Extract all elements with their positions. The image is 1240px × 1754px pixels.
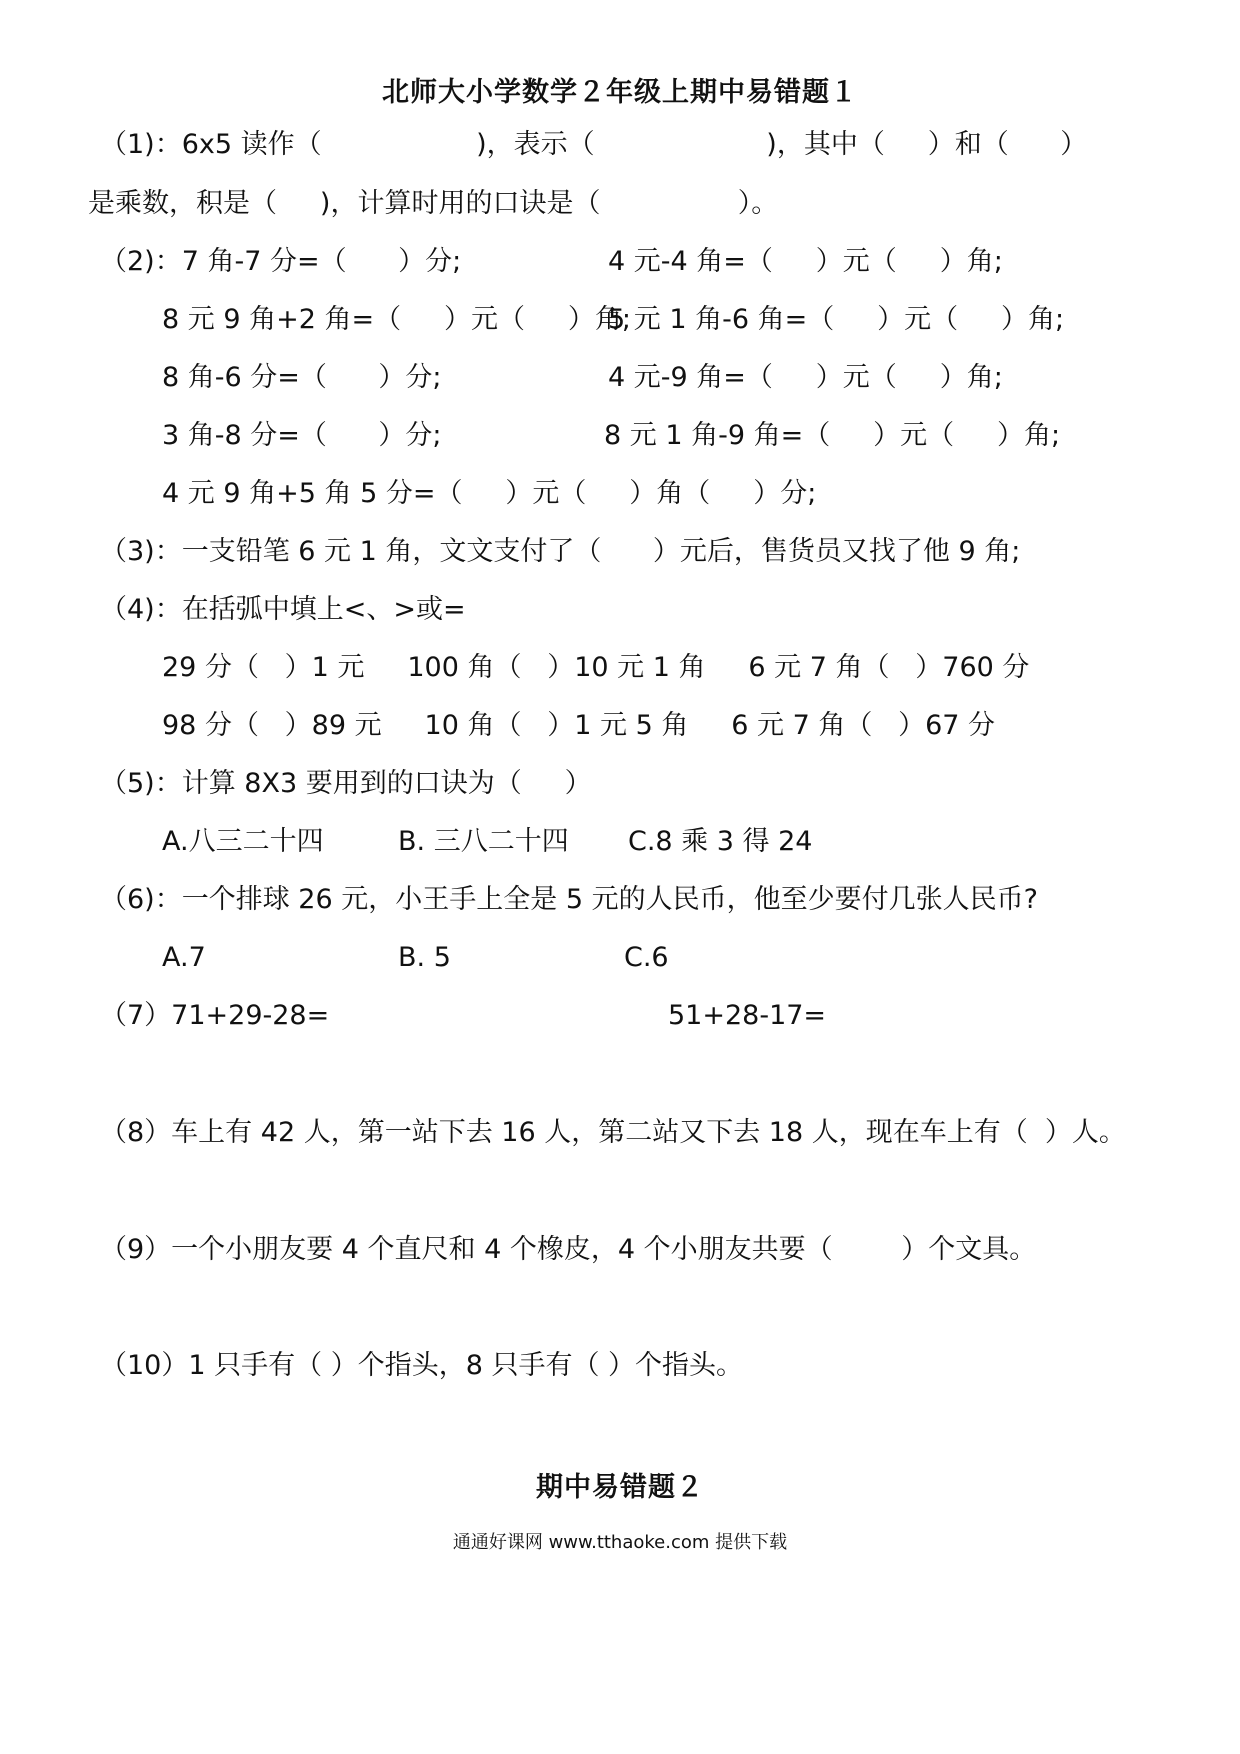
question-2-row-2-right: 5 元 1 角-6 角=（ ）元（ ）角; [608,304,1065,335]
question-2-row-3-right: 4 元-9 角=（ ）元（ ）角; [608,362,1003,393]
question-6-option-c: C.6 [624,942,669,973]
footer-credit: 通通好课网 www.tthaoke.com 提供下载 [452,1532,788,1553]
question-2-row-5: 4 元 9 角+5 角 5 分=（ ）元（ ）角（ ）分; [162,478,817,509]
question-6-prompt: （6)：一个排球 26 元，小王手上全是 5 元的人民币，他至少要付几张人民币? [100,884,1038,915]
question-2-row-4-right: 8 元 1 角-9 角=（ ）元（ ）角; [604,420,1061,451]
question-2-row-4-left: 3 角-8 分=（ ）分; [162,420,442,451]
question-10: （10）1 只手有（ ）个指头，8 只手有（ ）个指头。 [100,1350,744,1381]
question-1-line-1: （1)：6x5 读作（ )，表示（ )，其中（ ）和（ ） [100,129,1088,160]
question-4-row-2: 98 分（ ）89 元 10 角（ ）1 元 5 角 6 元 7 角（ ）67 分 [162,710,996,741]
question-5-option-a: A.八三二十四 [162,826,324,857]
question-6-option-a: A.7 [162,942,206,973]
question-3: （3)：一支铅笔 6 元 1 角，文文支付了（ ）元后，售货员又找了他 9 角; [100,536,1021,567]
question-7-right: 51+28-17= [668,1000,827,1031]
question-4-row-1: 29 分（ ）1 元 100 角（ ）10 元 1 角 6 元 7 角（ ）760 分 [162,652,1030,683]
question-2-row-1-left: （2)：7 角-7 分=（ ）分; [100,246,462,277]
question-2-row-2-left: 8 元 9 角+2 角=（ ）元（ ）角; [162,304,632,335]
question-5-option-b: B. 三八二十四 [398,826,569,857]
question-4-prompt: （4)：在括弧中填上<、>或= [100,594,466,625]
question-6-option-b: B. 5 [398,942,451,973]
question-1-line-2: 是乘数，积是（ )，计算时用的口诀是（ ）。 [88,188,779,219]
question-5-option-c: C.8 乘 3 得 24 [628,826,813,857]
question-2-row-3-left: 8 角-6 分=（ ）分; [162,362,442,393]
question-5-prompt: （5)：计算 8X3 要用到的口诀为（ ） [100,768,592,799]
question-8: （8）车上有 42 人，第一站下去 16 人，第二站又下去 18 人，现在车上有（ ）人。 [100,1117,1126,1148]
question-9: （9）一个小朋友要 4 个直尺和 4 个橡皮，4 个小朋友共要（ ）个文具。 [100,1234,1037,1265]
question-2-row-1-right: 4 元-4 角=（ ）元（ ）角; [608,246,1003,277]
page-title: 北师大小学数学２年级上期中易错题１ [382,77,858,108]
section-2-title: 期中易错题２ [536,1472,704,1503]
question-7-left: （7）71+29-28= [100,1000,330,1031]
